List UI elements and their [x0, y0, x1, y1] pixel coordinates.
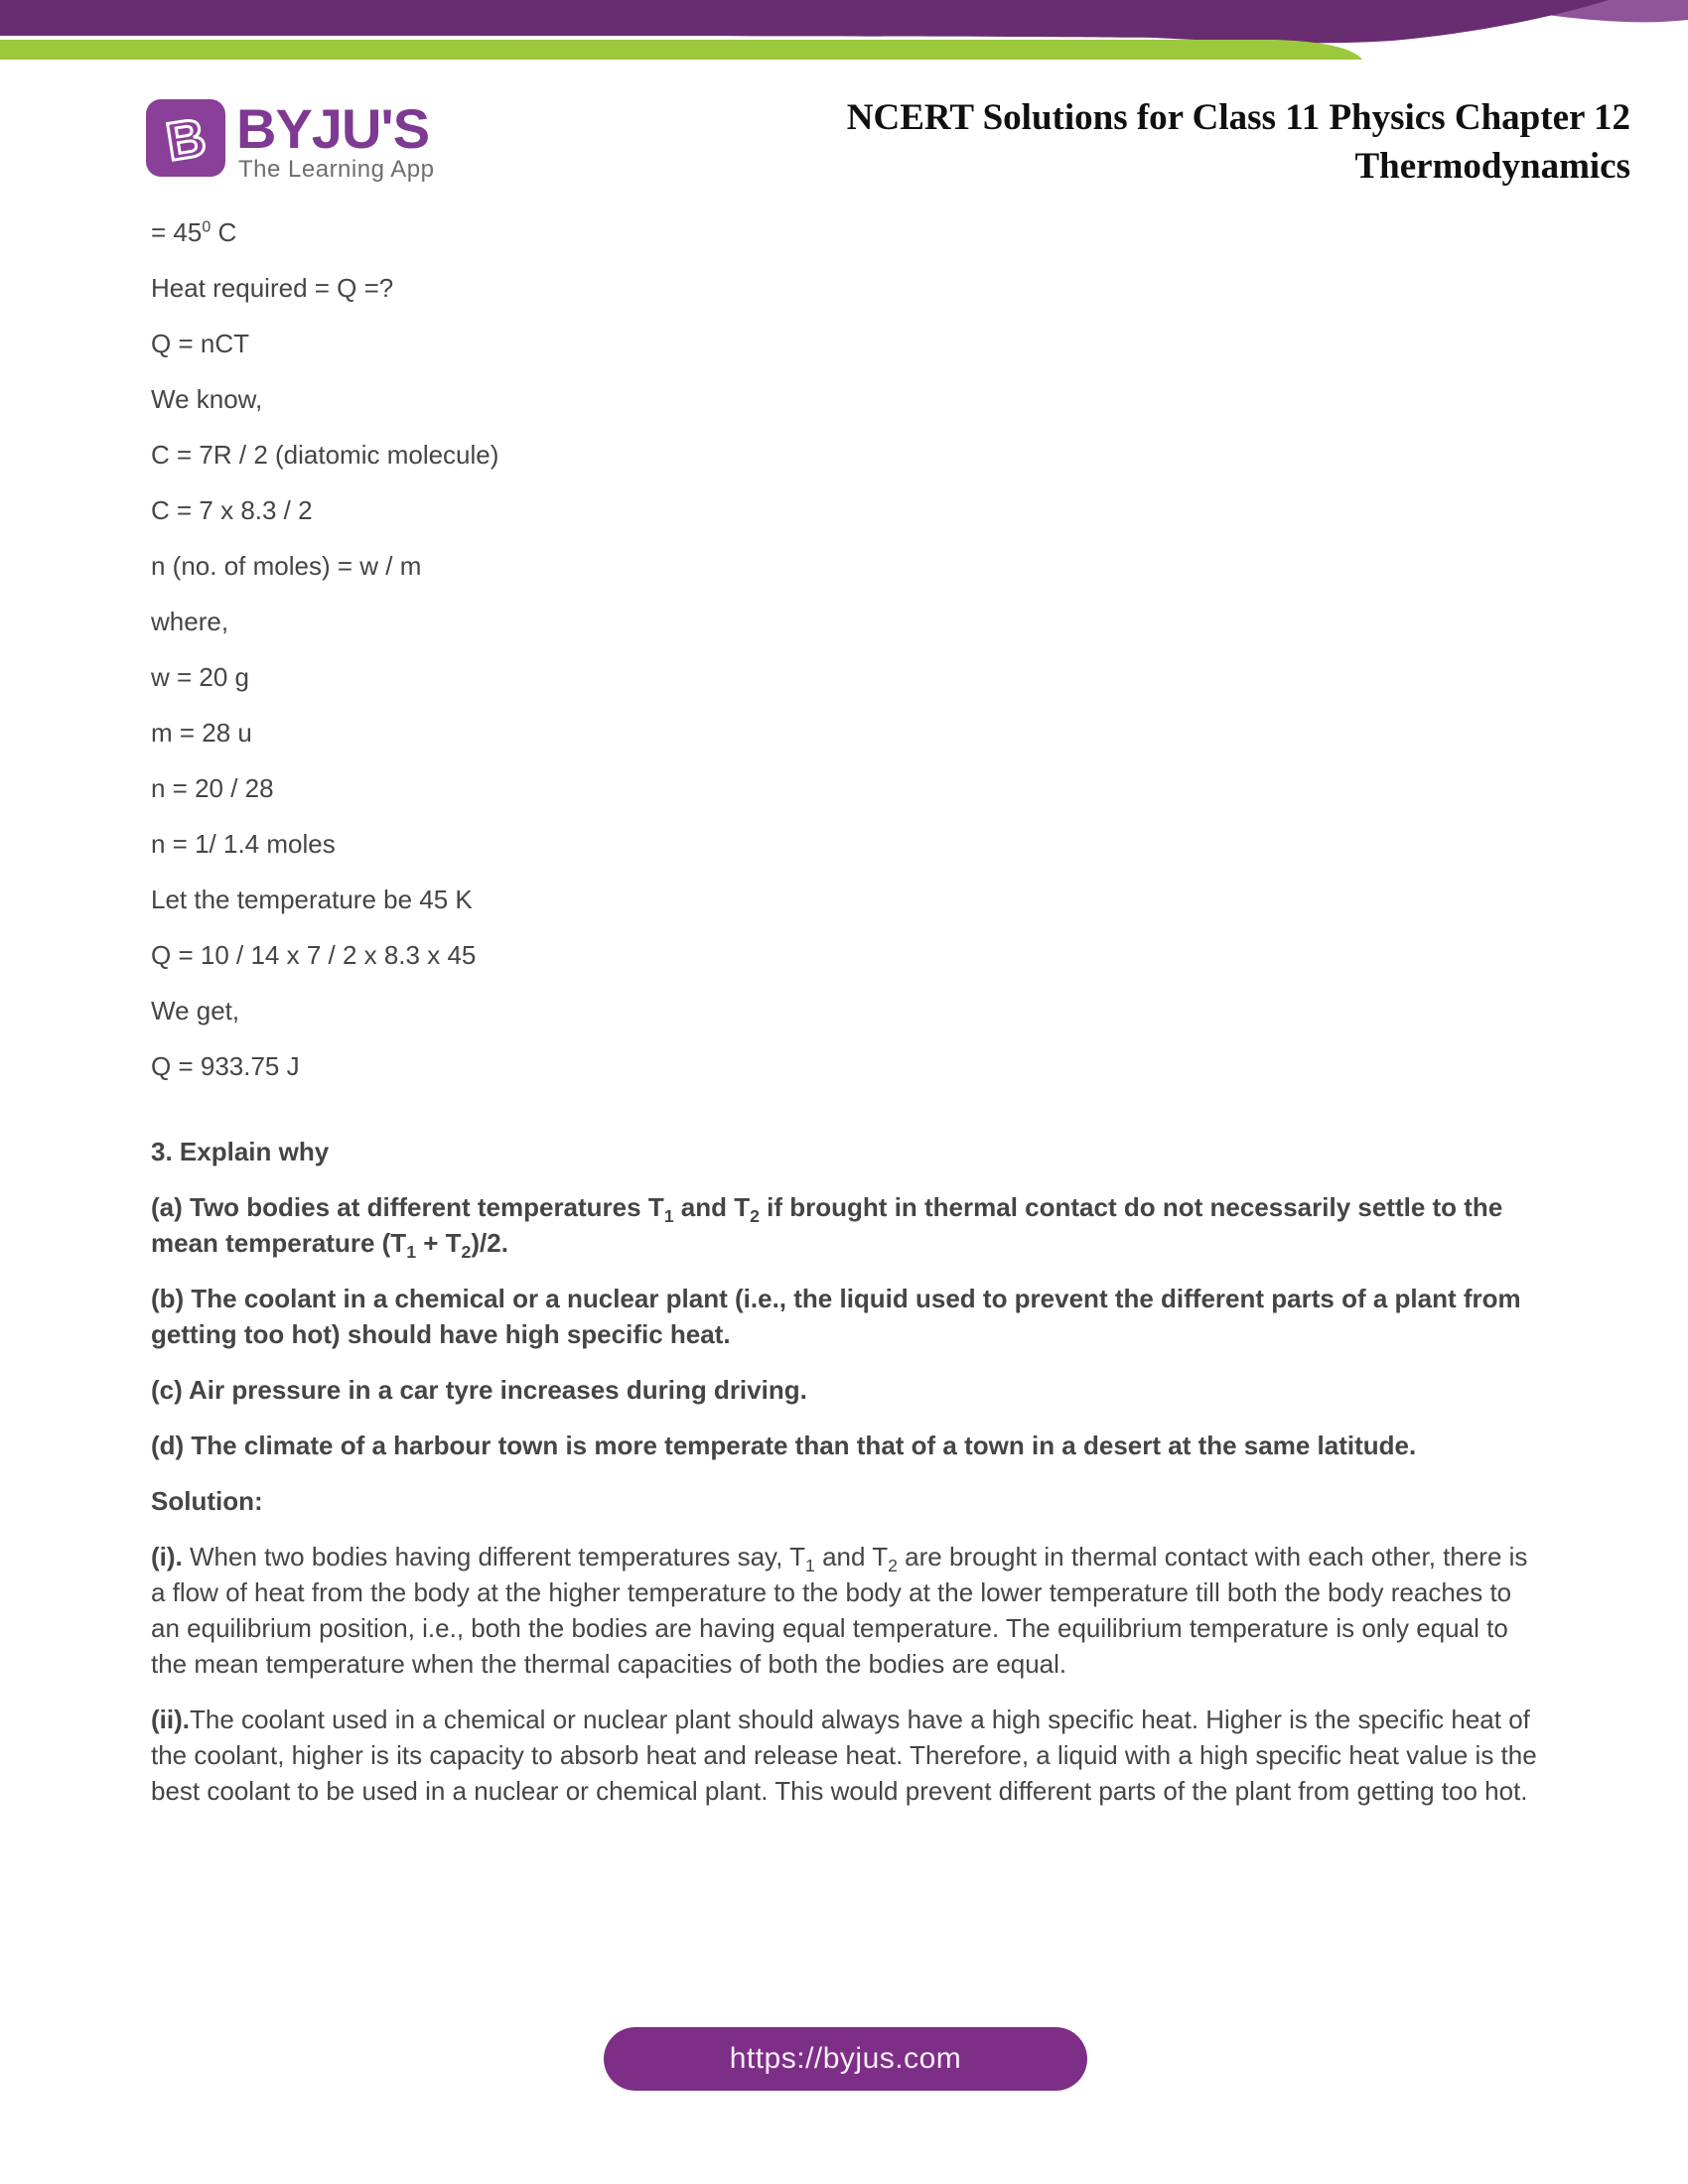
- question-part-b: (b) The coolant in a chemical or a nuclear plant (i.e., the liquid used to prevent the different parts of a plant from getting too hot) should have high specific heat.: [151, 1284, 1521, 1349]
- solution-step-line: = $45^0$ C: [151, 217, 237, 247]
- solution-step-line: C = 7 x 8.3 / 2: [151, 495, 313, 525]
- header-banner: [0, 0, 1688, 79]
- page-title-line1: NCERT Solutions for Class 11 Physics Chapter 12: [846, 97, 1630, 138]
- byjus-logo-icon: [146, 99, 225, 177]
- solution-step-line: Q = 933.75 J: [151, 1051, 300, 1081]
- byjus-tagline: The Learning App: [238, 156, 435, 183]
- solution-step-line: We know,: [151, 384, 263, 414]
- answer-paragraph-i: (i). When two bodies having different temperatures say, $T_1$ and $T_2$ are brought in thermal contact with each other, there is a flow of heat from the body at the higher temperature to the body at the lower temperature till both the body reaches to an equilibrium position, i.e., both the bodies are having equal temperature. The equilibrium temperature is only equal to the mean temperature when the thermal capacities of both the bodies are equal.: [151, 1542, 1528, 1679]
- question-heading: 3. Explain why: [151, 1137, 330, 1166]
- solution-step-line: n = 20 / 28: [151, 773, 274, 803]
- solution-step-line: C = 7R / 2 (diatomic molecule): [151, 440, 499, 470]
- solution-step-line: n = 1/ 1.4 moles: [151, 829, 336, 859]
- document-body: [151, 214, 1543, 1829]
- footer-url-label: https://byjus.com: [729, 2042, 962, 2075]
- svg-text:B: B: [162, 107, 211, 173]
- solution-label: Solution:: [151, 1486, 263, 1516]
- question-part-c: (c) Air pressure in a car tyre increases during driving.: [151, 1375, 807, 1405]
- byjus-logo: [146, 99, 474, 194]
- question-part-d: (d) The climate of a harbour town is more temperate than that of a town in a desert at the same latitude.: [151, 1431, 1417, 1460]
- page-title-line2: Thermodynamics: [1354, 146, 1630, 187]
- solution-step-line: Heat required = Q =?: [151, 273, 394, 303]
- solution-step-line: Q = nCT: [151, 329, 249, 358]
- page-title: [847, 93, 1630, 191]
- banner-dark-purple-band: [0, 0, 1609, 43]
- byjus-wordmark: BYJU'S: [236, 97, 430, 160]
- solution-step-line: n (no. of moles) = w / m: [151, 551, 422, 581]
- banner-green-stripe: [0, 40, 1362, 60]
- solution-step-line: We get,: [151, 996, 240, 1025]
- solution-step-line: where,: [151, 607, 229, 636]
- solution-step-line: m = 28 u: [151, 718, 252, 748]
- footer-url-button[interactable]: [604, 2027, 1087, 2091]
- solution-step-line: Q = 10 / 14 x 7 / 2 x 8.3 x 45: [151, 940, 477, 970]
- solution-step-line: w = 20 g: [151, 662, 250, 692]
- question-part-a: (a) Two bodies at different temperatures $T_1$ and $T_2$ if brought in thermal contact do not necessarily settle to the mean temperature $(T_1 + T_2)/2$.: [151, 1192, 1503, 1263]
- answer-paragraph-ii: (ii).The coolant used in a chemical or nuclear plant should always have a high specific heat. Higher is the specific heat of the coolant, higher is its capacity to absorb heat and release heat. Therefore, a liquid with a high specific heat value is the best coolant to be used in a nuclear or chemical plant. This would prevent different parts of the plant from getting too hot.: [151, 1705, 1537, 1806]
- solution-step-line: Let the temperature be 45 K: [151, 885, 473, 914]
